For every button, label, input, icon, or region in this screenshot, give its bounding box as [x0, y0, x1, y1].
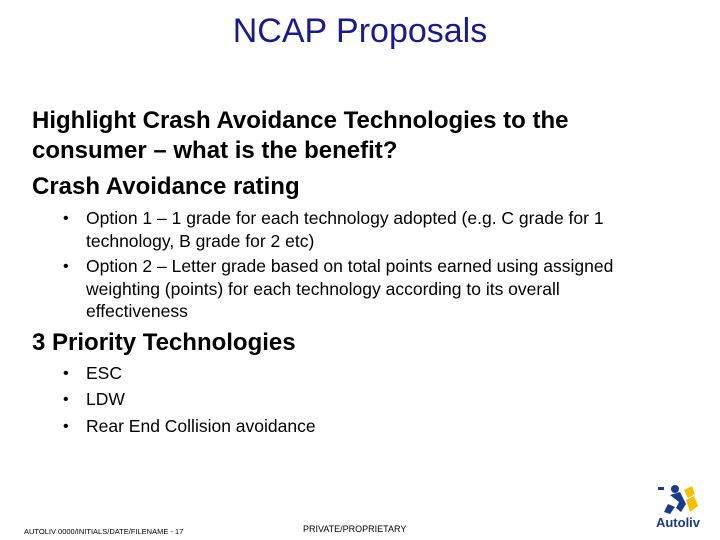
autoliv-logo-text: Autoliv [655, 515, 701, 530]
priority-tech-ldw: LDW [86, 389, 125, 409]
footer-classification: PRIVATE/PROPRIETARY [303, 524, 407, 534]
heading-priority-technologies: 3 Priority Technologies [32, 329, 296, 356]
priority-tech-esc: ESC [86, 363, 122, 383]
rating-option-1-text-cont: technology, B grade for 2 etc) [86, 231, 315, 251]
autoliv-logo [648, 482, 708, 538]
bullet-icon: • [63, 258, 69, 275]
autoliv-figure-icon [648, 482, 708, 516]
bullet-icon: • [63, 365, 69, 382]
bullet-icon: • [63, 210, 69, 227]
bullet-icon: • [63, 391, 69, 408]
slide-title: NCAP Proposals [232, 12, 488, 50]
footer-document-id: AUTOLIV 0000/INITIALS/DATE/FILENAME - 17 [24, 527, 184, 536]
heading-highlight-line1: Highlight Crash Avoidance Technologies to the [32, 107, 569, 134]
rating-option-2-text: Option 2 – Letter grade based on total points earned using assigned [86, 256, 614, 276]
rating-option-2-text-cont: weighting (points) for each technology according to its overall [86, 279, 560, 299]
rating-option-2-text-cont2: effectiveness [86, 301, 188, 321]
bullet-icon: • [63, 418, 69, 435]
rating-option-1-text: Option 1 – 1 grade for each technology adopted (e.g. C grade for 1 [86, 208, 604, 228]
heading-crash-avoidance-rating: Crash Avoidance rating [32, 173, 300, 200]
priority-tech-rear-end: Rear End Collision avoidance [86, 416, 316, 436]
heading-highlight-line2: consumer – what is the benefit? [32, 137, 398, 164]
